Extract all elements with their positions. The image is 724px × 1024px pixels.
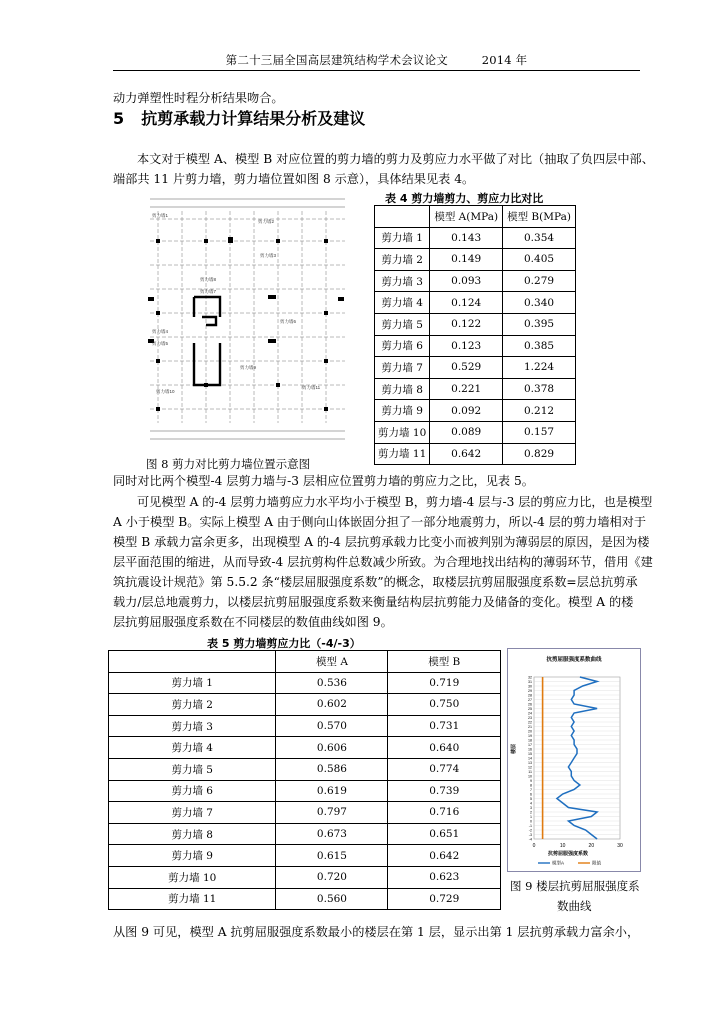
table4-caption: 表 4 剪力墙剪力、剪应力比对比 [385, 192, 544, 205]
table-cell: 剪力墙 4 [375, 292, 430, 314]
table-cell: 0.123 [430, 335, 503, 357]
header-year: 2014 年 [481, 53, 528, 67]
fig8-label-1: 剪力墙1 [152, 213, 169, 218]
table-cell: 0.719 [388, 672, 501, 694]
fig9-ytick: 6 [530, 792, 532, 797]
fig9-xtick: 0 [532, 843, 536, 849]
fig8-svg [140, 193, 355, 448]
fig9-legend [538, 860, 601, 867]
table-cell: 0.729 [388, 888, 501, 910]
table-row [109, 866, 501, 888]
table-cell: 剪力墙 7 [109, 802, 276, 824]
table-cell: 0.212 [503, 400, 576, 422]
fig9-xtick: 20 [588, 843, 595, 849]
table-cell: 0.570 [276, 715, 388, 737]
table-cell: 0.405 [503, 249, 576, 271]
fig8-caption: 图 8 剪力对比剪力墙位置示意图 [146, 457, 311, 471]
table-header-cell [375, 206, 430, 228]
table-cell: 0.642 [430, 443, 503, 465]
fig9-ytick: 27 [528, 697, 532, 702]
table-header-row [109, 651, 501, 673]
fig9-ytick: 31 [528, 679, 532, 684]
fig9-ytick: 1 [530, 814, 532, 819]
fig9-ytick: 0 [530, 819, 532, 824]
table-cell: 0.340 [503, 292, 576, 314]
fig9-caption-line2: 数曲线 [557, 899, 592, 913]
table-cell: 剪力墙 3 [109, 715, 276, 737]
section-heading [113, 106, 365, 129]
fig9-xtick: 30 [617, 843, 623, 849]
fig9-ytick: 20 [528, 729, 532, 734]
fig9-ytick: -2 [528, 828, 532, 833]
para2-line1: 同时对比两个模型-4 层剪力墙与-3 层相应位置剪力墙的剪应力之比，见表 5。 [113, 474, 534, 488]
fig9-ytick: 30 [528, 684, 532, 689]
table-cell: 剪力墙 7 [375, 357, 430, 379]
fig9-ytick: 22 [528, 720, 532, 725]
table-cell: 剪力墙 1 [109, 672, 276, 694]
table-cell: 剪力墙 9 [375, 400, 430, 422]
running-header [113, 52, 640, 68]
fig8-label-10: 剪力墙10 [156, 389, 175, 394]
table-row [375, 335, 576, 357]
table-header-cell: 模型 A [276, 651, 388, 673]
fig9-ytick: -3 [528, 832, 532, 837]
table-row [375, 270, 576, 292]
table-cell: 剪力墙 11 [375, 443, 430, 465]
fig9-ytick: 2 [530, 810, 532, 815]
fig9-ytick: 14 [528, 756, 532, 761]
table-row [109, 845, 501, 867]
fig8-label-7: 剪力墙7 [200, 289, 217, 294]
fig9-chart [507, 648, 641, 872]
fig8-label-11: 剪力墙11 [302, 385, 321, 390]
fig9-ytick: 7 [530, 787, 532, 792]
fig9-grid [534, 677, 620, 839]
table-cell: 0.623 [388, 866, 501, 888]
table-cell: 1.224 [503, 357, 576, 379]
fig9-y-ticks [528, 675, 532, 841]
table-cell: 剪力墙 9 [109, 845, 276, 867]
table-cell: 0.354 [503, 227, 576, 249]
table-header-row [375, 206, 576, 228]
fig9-ytick: -1 [528, 823, 532, 828]
table-cell: 0.092 [430, 400, 503, 422]
table-cell: 0.720 [276, 866, 388, 888]
table-cell: 0.529 [430, 357, 503, 379]
table-cell: 剪力墙 2 [109, 694, 276, 716]
table-header-cell [109, 651, 276, 673]
para3-line3: 模型 B 承载力富余更多，出现模型 A 的-4 层抗剪承载力比变小而被判别为薄弱层的原因，是因为楼 [113, 535, 650, 549]
table-cell: 剪力墙 5 [375, 313, 430, 335]
table-header-cell: 模型 B [388, 651, 501, 673]
table-row [375, 227, 576, 249]
table-cell: 0.731 [388, 715, 501, 737]
table-cell: 0.750 [388, 694, 501, 716]
fig9-ytick: 26 [528, 702, 532, 707]
table-cell: 剪力墙 4 [109, 737, 276, 759]
table-cell: 0.586 [276, 758, 388, 780]
table4-body [375, 206, 576, 465]
fig8-label-4: 剪力墙4 [152, 329, 169, 334]
table-cell: 剪力墙 8 [375, 378, 430, 400]
table-row [375, 400, 576, 422]
table5-body [109, 651, 501, 910]
table-cell: 0.651 [388, 823, 501, 845]
fig9-ytick: 21 [528, 724, 532, 729]
table-cell: 0.089 [430, 421, 503, 443]
fig9-ytick: 24 [528, 711, 532, 716]
table-row [109, 672, 501, 694]
table-cell: 0.797 [276, 802, 388, 824]
table-cell: 剪力墙 6 [109, 780, 276, 802]
table-row [109, 758, 501, 780]
header-rule [113, 70, 640, 71]
fig9-ytick: 9 [530, 778, 532, 783]
table5 [108, 650, 501, 910]
table-cell: 0.829 [503, 443, 576, 465]
table-cell: 0.143 [430, 227, 503, 249]
fig9-ytick: 18 [528, 738, 532, 743]
table-cell: 0.385 [503, 335, 576, 357]
table-cell: 剪力墙 8 [109, 823, 276, 845]
intro-line: 动力弹塑性时程分析结果吻合。 [113, 91, 284, 105]
table-cell: 0.716 [388, 802, 501, 824]
table-cell: 剪力墙 5 [109, 758, 276, 780]
fig9-ytick: 25 [528, 706, 532, 711]
para1-line1: 本文对于模型 A、模型 B 对应位置的剪力墙的剪力及剪应力水平做了对比（抽取了负四层中部、 [137, 152, 654, 166]
fig9-ytick: 10 [528, 774, 532, 779]
fig9-ytick: 5 [530, 796, 532, 801]
para3-line2: A 小于模型 B。实际上模型 A 由于侧向山体嵌固分担了一部分地震剪力，所以-4 层的剪力墙相对于 [113, 515, 647, 529]
fig9-title: 抗剪屈服强度系数曲线 [546, 657, 602, 663]
para3-line6: 载力/层总地震剪力，以楼层抗剪屈服强度系数来衡量结构层抗剪能力及储备的变化。模型 A 的楼 [113, 595, 634, 609]
fig8-label-3: 剪力墙3 [260, 253, 277, 258]
fig8-label-5: 剪力墙5 [152, 341, 169, 346]
fig8-label-6: 剪力墙6 [280, 319, 297, 324]
table-cell: 剪力墙 2 [375, 249, 430, 271]
table-cell: 0.122 [430, 313, 503, 335]
table-cell: 0.221 [430, 378, 503, 400]
fig9-caption-line1: 图 9 楼层抗剪屈服强度系 [510, 879, 640, 893]
fig9-ytick: 8 [530, 783, 532, 788]
table5-caption: 表 5 剪力墙剪应力比（-4/-3） [207, 637, 361, 650]
table-cell: 0.602 [276, 694, 388, 716]
fig9-ytick: 3 [530, 805, 532, 810]
header-conference: 第二十三届全国高层建筑结构学术会议论文 [225, 53, 448, 67]
fig9-ytick: -4 [528, 837, 532, 842]
table-cell: 0.606 [276, 737, 388, 759]
table-cell: 0.536 [276, 672, 388, 694]
table-cell: 0.395 [503, 313, 576, 335]
table-cell: 0.673 [276, 823, 388, 845]
table-cell: 0.124 [430, 292, 503, 314]
table-cell: 剪力墙 3 [375, 270, 430, 292]
section-title: 抗剪承载力计算结果分析及建议 [141, 109, 366, 128]
table-row [109, 802, 501, 824]
fig9-legend-label: 模型A [552, 860, 565, 866]
table-row [109, 888, 501, 910]
fig8-label-2: 剪力墙2 [258, 219, 275, 224]
fig9-ytick: 29 [528, 688, 532, 693]
table-cell: 0.619 [276, 780, 388, 802]
table-row [109, 715, 501, 737]
table-cell: 剪力墙 6 [375, 335, 430, 357]
table-cell: 0.378 [503, 378, 576, 400]
para3-line4: 层平面范围的缩进，从而导致-4 层抗剪构件总数减少所致。为合理地找出结构的薄弱环节，借用《建 [113, 555, 653, 569]
table-cell: 0.739 [388, 780, 501, 802]
table-cell: 剪力墙 1 [375, 227, 430, 249]
fig9-xlabel: 抗剪屈服强度系数 [547, 851, 589, 857]
table-cell: 剪力墙 10 [109, 866, 276, 888]
table-cell: 0.149 [430, 249, 503, 271]
para3-line5: 筑抗震设计规范》第 5.5.2 条“楼层屈服强度系数”的概念，取楼层抗剪屈服强度系数=层总抗剪承 [113, 575, 638, 589]
fig9-ytick: 32 [528, 675, 532, 680]
table-cell: 剪力墙 11 [109, 888, 276, 910]
table-row [109, 780, 501, 802]
table4 [374, 205, 576, 465]
section-number: 5 [113, 109, 125, 128]
fig8-label-9: 剪力墙9 [240, 365, 257, 370]
fig9-ytick: 13 [528, 760, 532, 765]
table-header-cell: 模型 A(MPa) [430, 206, 503, 228]
table-row [375, 378, 576, 400]
table-cell: 0.774 [388, 758, 501, 780]
fig9-ylabel: 楼层 [511, 743, 517, 755]
fig9-svg [508, 649, 640, 871]
table-row [109, 737, 501, 759]
table-row [375, 313, 576, 335]
table-row [375, 292, 576, 314]
final-line: 从图 9 可见，模型 A 抗剪屈服强度系数最小的楼层在第 1 层，显示出第 1 层抗剪承载力富余小， [113, 925, 640, 939]
table-row [109, 694, 501, 716]
para3-line1: 可见模型 A 的-4 层剪力墙剪应力水平均小于模型 B，剪力墙-4 层与-3 层的剪应力比，也是模型 [137, 495, 653, 509]
para3-line7: 层抗剪屈服强度系数在不同楼层的数值曲线如图 9。 [113, 615, 393, 629]
table-cell: 0.560 [276, 888, 388, 910]
table-cell: 剪力墙 10 [375, 421, 430, 443]
table-row [375, 357, 576, 379]
fig9-ytick: 23 [528, 715, 532, 720]
fig9-ytick: 19 [528, 733, 532, 738]
table-row [375, 443, 576, 465]
fig9-ytick: 15 [528, 751, 532, 756]
table-cell: 0.279 [503, 270, 576, 292]
table-row [109, 823, 501, 845]
table-cell: 0.093 [430, 270, 503, 292]
fig9-ytick: 4 [530, 801, 532, 806]
fig9-ytick: 16 [528, 747, 532, 752]
fig9-xtick: 10 [559, 843, 566, 849]
table-row [375, 249, 576, 271]
table-cell: 0.642 [388, 845, 501, 867]
table-cell: 0.640 [388, 737, 501, 759]
para1-line2: 端部共 11 片剪力墙，剪力墙位置如图 8 示意），具体结果见表 4。 [113, 172, 475, 186]
table-cell: 0.615 [276, 845, 388, 867]
fig9-ytick: 11 [528, 769, 532, 774]
table-cell: 0.157 [503, 421, 576, 443]
fig9-ytick: 12 [528, 765, 532, 770]
fig9-ytick: 17 [528, 742, 532, 747]
table-row [375, 421, 576, 443]
fig8-label-8: 剪力墙8 [200, 277, 217, 282]
fig9-legend-label: 限值 [592, 860, 601, 866]
table-header-cell: 模型 B(MPa) [503, 206, 576, 228]
fig9-ytick: 28 [528, 693, 532, 698]
fig9-x-ticks [533, 843, 623, 849]
fig8-floor-plan [140, 193, 355, 448]
